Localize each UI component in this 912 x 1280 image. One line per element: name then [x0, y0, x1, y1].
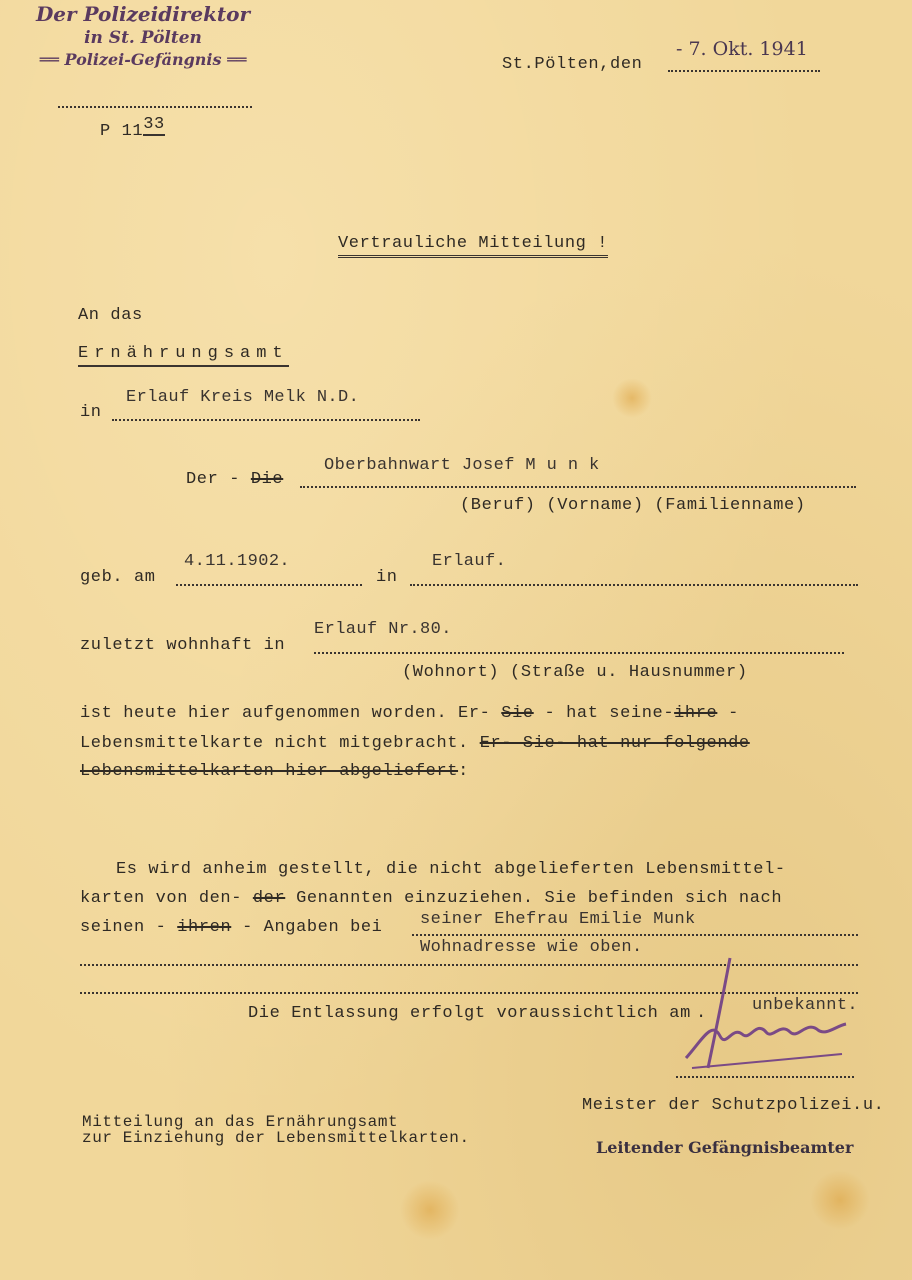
file-number-text: P 11: [100, 122, 144, 141]
residence-value: Erlauf Nr.80.: [314, 620, 452, 639]
release-label: Die Entlassung erfolgt voraussichtlich am: [248, 1004, 691, 1023]
release-am-dot: .: [696, 1004, 707, 1023]
body-line-1: [80, 704, 739, 723]
body-line-7-value: Wohnadresse wie oben.: [420, 938, 643, 957]
born-place-dots: [410, 584, 858, 586]
born-date-dots: [176, 584, 362, 586]
date-dotted-line: [668, 70, 820, 72]
body-line-2-a: Lebensmittelkarte nicht mitgebracht.: [80, 734, 469, 753]
signature-icon: [672, 950, 862, 1080]
signature-title-2: Leitender Gefängnisbeamter: [596, 1138, 854, 1157]
person-name-dots: [300, 486, 856, 488]
paper-stain: [612, 378, 652, 418]
recipient-place-dots: [112, 419, 420, 421]
body-line-2-struck: Er- Sie- hat nur folgende: [479, 734, 750, 753]
body-line-1-sie-struck: Sie: [501, 704, 534, 723]
header-stamp: [18, 2, 268, 69]
signature-title-1: Meister der Schutzpolizei.u.: [582, 1096, 885, 1115]
residence-label: zuletzt wohnhaft in: [80, 636, 286, 655]
stamp-rule-right: ══: [221, 50, 247, 69]
stamp-line-3-wrap: [18, 50, 268, 69]
body-line-5-a: karten von den-: [80, 889, 243, 908]
die-struck-text: Die: [250, 470, 284, 489]
signature-dots: [676, 1076, 854, 1078]
born-label: geb. am: [80, 568, 156, 587]
recipient-in-label: in: [80, 403, 102, 422]
release-value: unbekannt.: [752, 996, 859, 1015]
residence-dots: [314, 652, 844, 654]
file-number: [100, 115, 165, 141]
stamp-line-1: Der Polizeidirektor: [35, 2, 251, 26]
document-title: Vertrauliche Mitteilung !: [338, 234, 608, 258]
body-line-1-ihre-struck: ihre: [674, 704, 718, 723]
recipient-office: Ernährungsamt: [78, 344, 289, 367]
body-line-3-struck: Lebensmittelkarten hier abgeliefert: [80, 762, 459, 781]
recipient-line-1: An das: [78, 306, 143, 325]
stamp-dotted-line: [58, 106, 252, 108]
footer-note-line-1: Mitteilung an das Ernährungsamt: [82, 1113, 399, 1131]
stamp-rule-left: ══: [39, 50, 65, 69]
recipient-place: Erlauf Kreis Melk N.D.: [126, 388, 360, 407]
der-label-text: Der -: [186, 470, 241, 489]
stamp-line-2: in St. Pölten: [84, 28, 202, 48]
footer-note-line-2: zur Einziehung der Lebensmittelkarten.: [82, 1129, 470, 1147]
body-line-5-b: Genannten einzuziehen. Sie befinden sich nach: [296, 889, 783, 908]
body-line-6-ihren-struck: ihren: [177, 918, 232, 937]
date-stamp: - 7. Okt. 1941: [676, 38, 808, 60]
body-line-6-dots: [412, 934, 858, 936]
born-in-label: in: [376, 568, 398, 587]
file-number-sup: 33: [143, 115, 165, 134]
stamp-line-3: Polizei-Gefängnis: [64, 50, 222, 69]
footer-note: [82, 1113, 470, 1147]
body-line-5-der-struck: der: [252, 889, 286, 908]
paper-stain: [400, 1180, 460, 1240]
body-line-1-c: -: [728, 704, 739, 723]
body-line-2: [80, 734, 750, 753]
body-line-3: [80, 762, 469, 781]
place-date-prefix: St.Pölten,den: [502, 55, 643, 74]
person-name-caption: (Beruf) (Vorname) (Familienname): [460, 496, 806, 515]
paper-stain: [810, 1170, 870, 1230]
body-line-6-b: - Angaben bei: [242, 918, 383, 937]
body-line-3-end: :: [458, 762, 469, 781]
body-line-1-b: - hat seine-: [544, 704, 675, 723]
person-der-label: [186, 470, 283, 489]
body-line-6-a: seinen -: [80, 918, 167, 937]
residence-caption: (Wohnort) (Straße u. Hausnummer): [402, 663, 748, 682]
body-line-1-a: ist heute hier aufgenommen worden. Er-: [80, 704, 491, 723]
born-date-value: 4.11.1902.: [184, 552, 291, 571]
body-line-4: Es wird anheim gestellt, die nicht abgelieferten Lebensmittel-: [116, 860, 786, 879]
body-line-6: [80, 918, 382, 937]
person-name-value: Oberbahnwart Josef M u n k: [324, 456, 600, 475]
body-line-6-value: seiner Ehefrau Emilie Munk: [420, 910, 696, 929]
body-line-5: [80, 889, 782, 908]
born-place-value: Erlauf.: [432, 552, 507, 571]
